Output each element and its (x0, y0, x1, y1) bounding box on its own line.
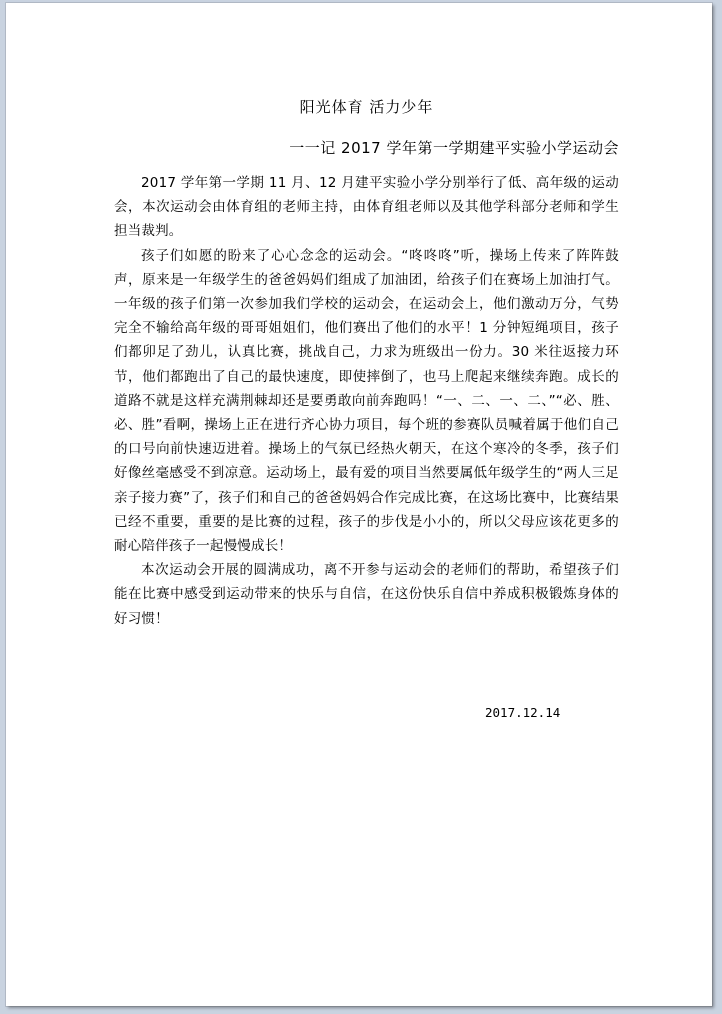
article-text (114, 171, 619, 631)
paragraph-main: 孩子们如愿的盼来了心心念念的运动会。“咚咚咚”听，操场上传来了阵阵鼓声，原来是一年级学生的爸爸妈妈们组成了加油团，给孩子们在赛场上加油打气。一年级的孩子们第一次参加我们学校的运动会，在运动会上，他们激动万分，气势完全不输给高年级的哥哥姐姐们，他们赛出了他们的水平！1 分钟短绳项目，孩子们都卯足了劲儿，认真比赛，挑战自己，力求为班级出一份力。30 米往返接力环节，他们都跑出了自己的最快速度，即使摔倒了，也马上爬起来继续奔跑。成长的道路不就是这样充满荆棘却还是要勇敢向前奔跑吗！“一、二、一、二、”“必、胜、必、胜”看啊，操场上正在进行齐心协力项目，每个班的参赛队员喊着属于他们自己的口号向前快速迈进着。操场上的气氛已经热火朝天，在这个寒冷的冬季，孩子们好像丝毫感受不到凉意。运动场上，最有爱的项目当然要属低年级学生的“两人三足亲子接力赛”了，孩子们和自己的爸爸妈妈合作完成比赛，在这场比赛中，比赛结果已经不重要，重要的是比赛的过程，孩子的步伐是小小的，所以父母应该花更多的耐心陪伴孩子一起慢慢成长！ (114, 247, 619, 555)
document-title: 阳光体育 活力少年 (299, 98, 434, 116)
paragraph-closing: 本次运动会开展的圆满成功，离不开参与运动会的老师们的帮助，希望孩子们能在比赛中感受到运动带来的快乐与自信，在这份快乐自信中养成积极锻炼身体的好习惯！ (114, 562, 619, 627)
document-date: 2017.12.14 (485, 705, 561, 720)
document-subtitle: 一一记 2017 学年第一学期建平实验小学运动会 (289, 139, 619, 157)
document-page (6, 3, 712, 1006)
paragraph-intro: 2017 学年第一学期 11 月、12 月建平实验小学分别举行了低、高年级的运动会，本次运动会由体育组的老师主持，由体育组老师以及其他学科部分老师和学生担当裁判。 (114, 175, 619, 240)
